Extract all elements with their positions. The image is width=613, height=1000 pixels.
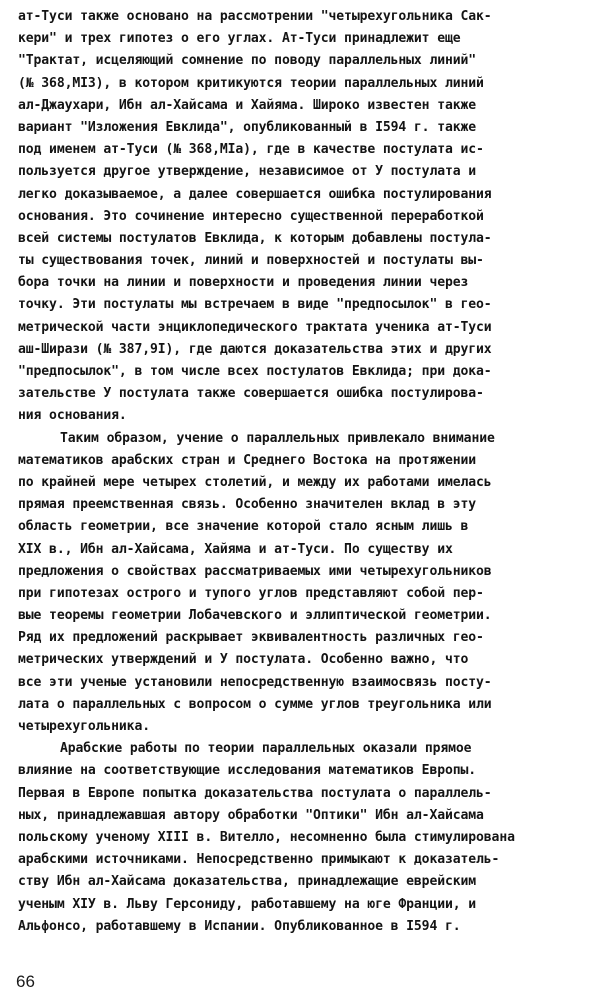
text-line: влияние на соответствующие исследования математиков Европы. [18, 763, 477, 779]
text-line: польскому ученому XIII в. Вителло, несомненно была стимулирована [18, 829, 515, 845]
text-line: XIX в., Ибн ал-Хайсама, Хайяма и ат-Туси. По существу их [18, 541, 453, 557]
page-number: 66 [16, 972, 35, 991]
text-line: лата о параллельных с вопросом о сумме углов треугольника или [18, 696, 492, 712]
text-line: метрической части энциклопедического трактата ученика ат-Туси [18, 319, 492, 335]
text-line: вые теоремы геометрии Лобачевского и эллиптической геометрии. [18, 608, 492, 624]
text-line: четырехугольника. [18, 719, 150, 734]
text-line: вариант "Изложения Евклида", опубликованный в I594 г. также [18, 119, 477, 135]
text-line: по крайней мере четырех столетий, и между их работами имелась [18, 474, 492, 490]
text-line: область геометрии, все значение которой стало ясным лишь в [18, 519, 469, 535]
text-line: Ряд их предложений раскрывает эквивалентность различных гео- [18, 630, 484, 646]
text-line: математиков арабских стран и Среднего Востока на протяжении [18, 452, 477, 468]
text-line: ат-Туси также основано на рассмотрении "четырехугольника Сак- [18, 9, 492, 24]
text-line: ния основания. [18, 408, 127, 424]
text-line: метрических утверждений и У постулата. Особенно важно, что [18, 652, 469, 668]
text-line: Альфонсо, работавшему в Испании. Опубликованное в I594 г. [18, 918, 461, 934]
text-line: зательстве У постулата также совершается ошибка постулирова- [18, 386, 484, 402]
text-line: бора точки на линии и поверхности и проведения линии через [18, 275, 469, 291]
text-line: ал-Джаухари, Ибн ал-Хайсама и Хайяма. Широко известен также [18, 97, 477, 113]
text-line: арабскими источниками. Непосредственно примыкают к доказатель- [18, 852, 500, 868]
body-text [18, 6, 604, 938]
text-line: (№ 368,МI3), в котором критикуются теории параллельных линий [18, 75, 484, 91]
text-line: ты существования точек, линий и поверхностей и постулаты вы- [18, 253, 484, 269]
text-line: прямая преемственная связь. Особенно значителен вклад в эту [18, 497, 477, 513]
text-line: под именем ат-Туси (№ 368,МIа), где в качестве постулата ис- [18, 142, 484, 158]
text-line: ученым XIУ в. Льву Герсониду, работавшему на юге Франции, и [18, 896, 477, 912]
text-line: аш-Ширази (№ 387,9I), где даются доказательства этих и других [18, 341, 492, 357]
text-line: предложения о свойствах рассматриваемых ими четырехугольников [18, 563, 492, 579]
text-line: пользуется другое утверждение, независимое от У постулата и [18, 164, 477, 180]
text-line: при гипотезах острого и тупого углов представляют собой пер- [18, 585, 484, 601]
text-line: основания. Это сочинение интересно существенной переработкой [18, 208, 484, 224]
text-line: всей системы постулатов Евклида, к которым добавлены постула- [18, 230, 492, 246]
text-line: все эти ученые установили непосредственную взаимосвязь посту- [18, 674, 492, 690]
text-line: "Трактат, исцеляющий сомнение по поводу параллельных линий" [18, 53, 477, 69]
paragraph-start-line: Арабские работы по теории параллельных оказали прямое [60, 741, 472, 757]
text-line: "предпосылок", в том числе всех постулатов Евклида; при дока- [18, 364, 492, 379]
text-line: точку. Эти постулаты мы встречаем в виде "предпосылок" в гео- [18, 297, 492, 313]
text-line: кери" и трех гипотез о его углах. Ат-Туси принадлежит еще [18, 31, 461, 47]
text-line: ных, принадлежавшая автору обработки "Оптики" Ибн ал-Хайсама [18, 807, 484, 823]
text-line: Первая в Европе попытка доказательства постулата о параллель- [18, 785, 492, 801]
paragraph-start-line: Таким образом, учение о параллельных привлекало внимание [60, 430, 495, 446]
text-line: легко доказываемое, а далее совершается ошибка постулирования [18, 186, 492, 202]
text-line: ству Ибн ал-Хайсама доказательства, принадлежащие еврейским [18, 874, 477, 890]
